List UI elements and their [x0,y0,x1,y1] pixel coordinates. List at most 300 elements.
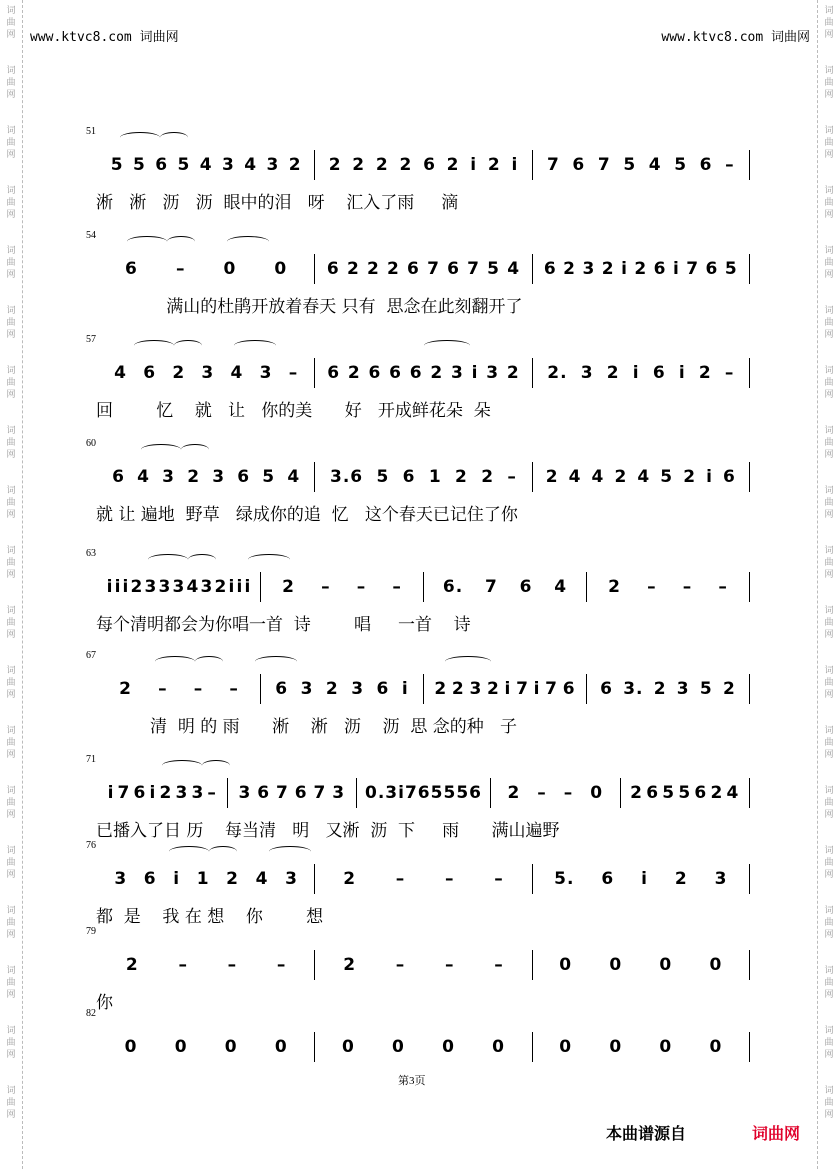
note: 6 [143,363,157,383]
slur-arc [174,340,202,351]
measure [491,778,621,808]
note: 3 [300,679,314,699]
note: 0 [559,1037,573,1057]
side-mark-char: 词 [824,126,834,136]
side-mark-char: 词 [6,6,16,16]
note: i [678,363,686,383]
note: 6 [705,259,719,279]
page-number: 第3页 [398,1075,426,1087]
note: 6 [694,783,708,803]
note: 6 [653,259,667,279]
side-mark-char: 曲 [6,558,16,568]
note: 3 [351,679,365,699]
note: 2. [547,363,568,383]
measure [261,674,424,704]
note: i [244,577,252,597]
measure [315,358,532,388]
side-mark-char: 曲 [6,1038,16,1048]
note: 3 [201,363,215,383]
measure [315,1032,532,1062]
note: – [647,577,657,597]
note: 3 [714,869,728,889]
measure-number: 51 [86,126,96,137]
note: 6 [155,155,169,175]
source-label: 本曲谱源自 [606,1124,687,1143]
note: 6. [442,577,464,597]
side-mark-char: 词 [6,786,16,796]
note: 2 [486,679,500,699]
note: 3. [623,679,644,699]
note: 1 [196,869,210,889]
note: – [537,783,547,803]
side-mark-char: 网 [6,990,16,1000]
note: 6 [600,679,613,699]
note: i [236,577,244,597]
note: i [504,679,512,699]
note: 7 [597,155,611,175]
note: – [321,577,331,597]
measure [315,462,532,492]
measure [261,572,424,602]
side-mark-char: 曲 [6,918,16,928]
note: 0 [392,1037,405,1057]
slur-arc [134,340,174,351]
note: 2 [187,467,201,487]
note: 3 [162,467,175,487]
side-mark-char: 网 [6,630,16,640]
side-mark-char: 网 [6,390,16,400]
note: 2 [325,679,339,699]
note: 7 [427,259,440,279]
slur-arc [227,236,269,247]
note: 2 [288,155,302,175]
side-mark-char: 曲 [6,858,16,868]
note: 5 [430,783,444,803]
note: 6 [275,679,289,699]
side-mark-char: 词 [824,246,834,256]
side-mark-char: 词 [6,606,16,616]
measure [357,778,491,808]
measure [98,150,315,180]
note: 6 [237,467,251,487]
note: i [621,259,628,279]
brand-link[interactable]: 词曲网 [752,1124,801,1143]
side-mark-char: 网 [6,30,16,40]
note: 6 [519,577,533,597]
note: 2 [634,259,648,279]
measure-number: 57 [86,334,96,345]
measure [315,950,532,980]
measure [533,462,750,492]
note: i [533,679,541,699]
note: 5 [662,783,676,803]
note: i [398,783,405,803]
side-mark-char: 网 [6,270,16,280]
side-mark-char: 网 [6,210,16,220]
note: 6 [402,467,416,487]
note: 0 [709,1037,723,1057]
note: 6 [327,363,341,383]
note: 5. [554,869,575,889]
note: 2 [343,955,357,975]
note: 2 [352,155,366,175]
measure [621,778,751,808]
measure-number: 54 [86,230,96,241]
side-mark-char: 词 [6,1086,16,1096]
slur-arc [234,340,276,351]
note: 3 [450,363,464,383]
left-border-watermark [0,0,23,1169]
measure [587,674,750,704]
measure [587,572,750,602]
note: – [288,363,299,383]
note: 4 [244,155,258,175]
note: 6 [368,363,382,383]
note: 3 [259,363,273,383]
note: 7 [467,259,480,279]
side-mark-char: 网 [824,990,834,1000]
note: i [228,577,236,597]
note: 7 [484,577,498,597]
note: 2 [545,467,559,487]
side-mark-char: 词 [824,1026,834,1036]
note: 3 [144,577,158,597]
note: – [392,577,402,597]
note: 3 [200,577,214,597]
note: 5 [487,259,501,279]
side-mark-char: 曲 [6,378,16,388]
note: 6 [572,155,586,175]
slur-arc [195,656,223,667]
note: 7 [516,679,529,699]
side-mark-char: 网 [6,750,16,760]
note: 2 [159,783,173,803]
side-mark-char: 曲 [824,18,834,28]
slur-arc [127,236,167,247]
side-mark-char: 词 [824,186,834,196]
note: 2 [125,955,139,975]
side-mark-char: 网 [6,150,16,160]
slur-arc [424,340,470,351]
note: 3 [580,363,594,383]
side-mark-char: 网 [6,330,16,340]
note: 6 [143,869,157,889]
note: 2 [487,155,501,175]
right-border-watermark [817,0,840,1169]
note: 2 [366,259,380,279]
note: – [507,467,517,487]
note: 7 [686,259,700,279]
note: 0 [590,783,604,803]
side-mark-char: 曲 [824,78,834,88]
note: 3 [332,783,346,803]
side-mark-char: 曲 [824,678,834,688]
note: i [471,363,479,383]
side-mark-char: 网 [824,1050,834,1060]
note: 4 [648,155,662,175]
notes-row [98,572,750,602]
side-mark-char: 词 [6,366,16,376]
side-mark-char: 词 [6,966,16,976]
note: 0 [709,955,723,975]
note: 2 [343,869,357,889]
note: 2 [506,363,520,383]
measure [315,254,532,284]
side-mark-char: 词 [824,846,834,856]
note: 2 [387,259,400,279]
side-mark-char: 网 [824,30,834,40]
measure [98,572,261,602]
note: 0 [609,955,623,975]
note: 6 [125,259,138,279]
side-mark-char: 词 [824,966,834,976]
note: 2 [214,577,228,597]
note: 2 [434,679,448,699]
measure-number: 76 [86,840,96,851]
side-mark-char: 词 [6,486,16,496]
header-site-right: www.ktvc8.com 词曲网 [661,30,810,45]
side-mark-char: 网 [824,870,834,880]
note: 6 [601,869,615,889]
side-mark-char: 网 [824,690,834,700]
note: 7 [117,783,131,803]
note: 6 [699,155,713,175]
notes-row [98,778,750,808]
lyrics-line: 每个清明都会为你唱一首 诗 唱 一首 诗 [96,615,471,635]
note: 0 [274,259,288,279]
side-mark-char: 网 [6,1110,16,1120]
side-mark-char: 曲 [824,558,834,568]
note: 6 [423,155,436,175]
side-mark-char: 网 [824,1110,834,1120]
side-mark-char: 词 [6,66,16,76]
note: 2 [630,783,643,803]
side-mark-char: 词 [6,306,16,316]
slur-arc [148,554,188,565]
note: 3 [212,467,226,487]
side-mark-char: 词 [824,906,834,916]
side-mark-char: 词 [824,66,834,76]
lyrics-line: 都 是 我 在 想 你 想 [96,907,324,927]
measure-number: 82 [86,1008,96,1019]
note: 2 [172,363,186,383]
note: 2 [608,577,621,597]
slur-arc [248,554,290,565]
notes-row [98,950,750,980]
note: i [106,577,114,597]
note: 0 [124,1037,138,1057]
note: 2 [399,155,413,175]
note: 0 [659,955,673,975]
note: – [178,955,188,975]
side-mark-char: 曲 [6,738,16,748]
note: 5 [660,467,674,487]
note: 2 [346,259,360,279]
note: – [193,679,204,699]
notes-row [98,358,750,388]
note: 4 [114,363,127,383]
note: 0 [174,1037,188,1057]
note: 3 [172,577,186,597]
side-mark-char: 网 [824,150,834,160]
side-mark-char: 曲 [824,258,834,268]
side-mark-char: 网 [824,210,834,220]
note: 6 [112,467,125,487]
side-mark-char: 曲 [6,258,16,268]
slur-arc [181,444,209,455]
note: i [632,363,640,383]
note: i [122,577,130,597]
measure [424,674,587,704]
measure [315,150,532,180]
side-mark-char: 曲 [824,978,834,988]
notes-row [98,462,750,492]
note: 0 [559,955,573,975]
note: 4 [568,467,582,487]
note: 4 [287,467,301,487]
note: i [401,679,409,699]
side-mark-char: 词 [824,726,834,736]
side-mark-char: 网 [6,690,16,700]
side-mark-char: 网 [824,510,834,520]
side-mark-char: 曲 [6,618,16,628]
note: 2 [683,467,697,487]
note: 6 [652,363,666,383]
slur-arc [209,846,237,857]
note: 6 [133,783,147,803]
side-mark-char: 网 [6,810,16,820]
note: 7 [404,783,418,803]
note: 6 [543,259,557,279]
slur-arc [167,236,195,247]
note: 4 [137,467,150,487]
side-mark-char: 网 [824,810,834,820]
note: 3 [469,679,483,699]
side-mark-char: 词 [6,426,16,436]
note: 3 [582,259,596,279]
side-mark-char: 曲 [824,1038,834,1048]
side-mark-char: 网 [824,330,834,340]
side-mark-char: 曲 [6,198,16,208]
side-mark-char: 网 [824,450,834,460]
side-mark-char: 词 [824,666,834,676]
slur-arc [162,760,202,771]
measure [98,950,315,980]
note: 5 [678,783,692,803]
note: 2 [455,467,468,487]
side-mark-char: 曲 [824,198,834,208]
note: 6 [326,259,340,279]
slur-arc [202,760,230,771]
slur-arc [141,444,181,455]
side-mark-char: 词 [6,666,16,676]
note: 3 [238,783,252,803]
note: 3 [191,783,205,803]
note: 3 [158,577,172,597]
side-mark-char: 网 [6,870,16,880]
note: 6 [257,783,271,803]
side-mark-char: 词 [824,426,834,436]
note: 6 [447,259,460,279]
note: 3 [285,869,298,889]
note: 0 [224,1037,238,1057]
side-mark-char: 曲 [824,378,834,388]
note: 7 [546,155,560,175]
notes-row [98,674,750,704]
note: 4 [186,577,200,597]
note: 4 [554,577,568,597]
slur-arc [160,132,188,143]
side-mark-char: 词 [6,126,16,136]
note: 2 [710,783,724,803]
side-mark-char: 曲 [824,318,834,328]
note: 4 [591,467,605,487]
note: 2 [119,679,132,699]
side-mark-char: 曲 [6,978,16,988]
note: 5 [132,155,146,175]
note: i [672,259,680,279]
note: 6 [407,259,420,279]
side-mark-char: 词 [824,786,834,796]
side-mark-char: 词 [824,306,834,316]
side-mark-char: 网 [824,570,834,580]
note: 4 [199,155,213,175]
lyrics-line: 满山的杜鹃开放着春天 只有 思念在此刻翻开了 [96,297,523,317]
note: i [470,155,478,175]
note: 2 [507,783,521,803]
note: – [229,679,239,699]
note: 3 [676,679,690,699]
note: 6 [723,467,736,487]
side-mark-char: 网 [824,90,834,100]
note: 0 [223,259,237,279]
note: – [356,577,367,597]
measure-number: 63 [86,548,96,559]
notes-row [98,864,750,894]
note: – [395,869,406,889]
side-mark-char: 词 [6,246,16,256]
note: 2 [451,679,465,699]
side-mark-char: 网 [824,750,834,760]
note: – [724,363,735,383]
side-mark-char: 词 [824,546,834,556]
side-mark-char: 网 [6,510,16,520]
note: 0 [492,1037,506,1057]
note: 3 [175,783,189,803]
note: 2 [328,155,342,175]
note: 7 [545,679,558,699]
slur-arc [169,846,209,857]
side-mark-char: 曲 [824,858,834,868]
note: 5 [623,155,637,175]
note: – [718,577,728,597]
side-mark-char: 词 [6,186,16,196]
note: 0 [659,1037,673,1057]
note: 0 [341,1037,355,1057]
measure [98,778,228,808]
note: 2 [606,363,620,383]
measure [533,864,750,894]
note: 2 [446,155,460,175]
lyrics-line: 就 让 遍地 野草 绿成你的追 忆 这个春天已记住了你 [96,505,518,525]
note: 6 [562,679,576,699]
note: 5 [456,783,470,803]
lyrics-line: 已播入了日 历 每当清 明 又淅 沥 下 雨 满山遍野 [96,821,560,841]
note: 4 [255,869,269,889]
note: 4 [507,259,521,279]
note: 4 [637,467,651,487]
side-mark-char: 词 [824,1086,834,1096]
